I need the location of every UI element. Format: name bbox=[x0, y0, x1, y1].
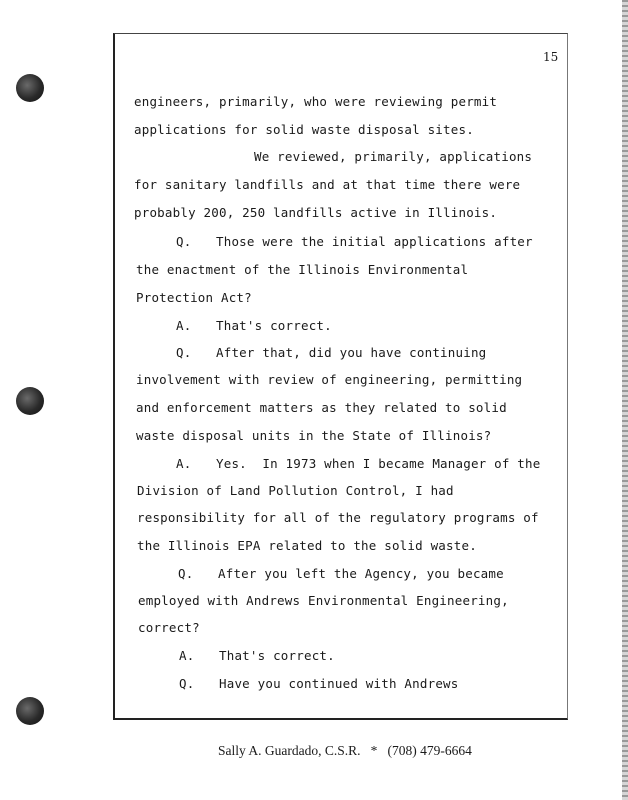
transcript-line: the Illinois EPA related to the solid waste. bbox=[137, 538, 477, 553]
speaker-label: A. bbox=[176, 318, 192, 333]
speaker-label: Q. bbox=[178, 566, 194, 581]
speaker-label: Q. bbox=[176, 234, 192, 249]
transcript-line: probably 200, 250 landfills active in Illinois. bbox=[134, 205, 498, 220]
transcript-line: That's correct. bbox=[219, 648, 335, 663]
transcript-line: responsibility for all of the regulatory programs of bbox=[137, 510, 539, 525]
punch-hole bbox=[16, 387, 44, 415]
speaker-label: Q. bbox=[176, 345, 192, 360]
page-number: 15 bbox=[543, 50, 559, 64]
page-edge bbox=[622, 0, 628, 800]
transcript-line: for sanitary landfills and at that time there were bbox=[134, 177, 521, 192]
transcript-line: Protection Act? bbox=[136, 290, 252, 305]
transcript-line: After that, did you have continuing bbox=[216, 345, 487, 360]
transcript-line: correct? bbox=[138, 620, 200, 635]
transcript-line: Yes. In 1973 when I became Manager of the bbox=[216, 456, 541, 471]
speaker-label: A. bbox=[179, 648, 195, 663]
reporter-footer: Sally A. Guardado, C.S.R. * (708) 479-6664 bbox=[218, 743, 472, 758]
punch-hole bbox=[16, 74, 44, 102]
speaker-label: A. bbox=[176, 456, 192, 471]
punch-hole bbox=[16, 697, 44, 725]
transcript-line: engineers, primarily, who were reviewing permit bbox=[134, 94, 498, 109]
speaker-label: Q. bbox=[179, 676, 195, 691]
transcript-line: the enactment of the Illinois Environmental bbox=[136, 262, 469, 277]
transcript-line: Division of Land Pollution Control, I had bbox=[137, 483, 454, 498]
transcript-line: Those were the initial applications after bbox=[216, 234, 533, 249]
transcript-line: After you left the Agency, you became bbox=[218, 566, 504, 581]
transcript-line: waste disposal units in the State of Illinois? bbox=[136, 428, 492, 443]
transcript-line: Have you continued with Andrews bbox=[219, 676, 459, 691]
transcript-line: We reviewed, primarily, applications bbox=[254, 149, 533, 164]
transcript-line: applications for solid waste disposal sites. bbox=[134, 122, 474, 137]
transcript-line: and enforcement matters as they related to solid bbox=[136, 400, 507, 415]
transcript-line: employed with Andrews Environmental Engineering, bbox=[138, 593, 509, 608]
transcript-line: That's correct. bbox=[216, 318, 332, 333]
transcript-line: involvement with review of engineering, permitting bbox=[136, 372, 523, 387]
